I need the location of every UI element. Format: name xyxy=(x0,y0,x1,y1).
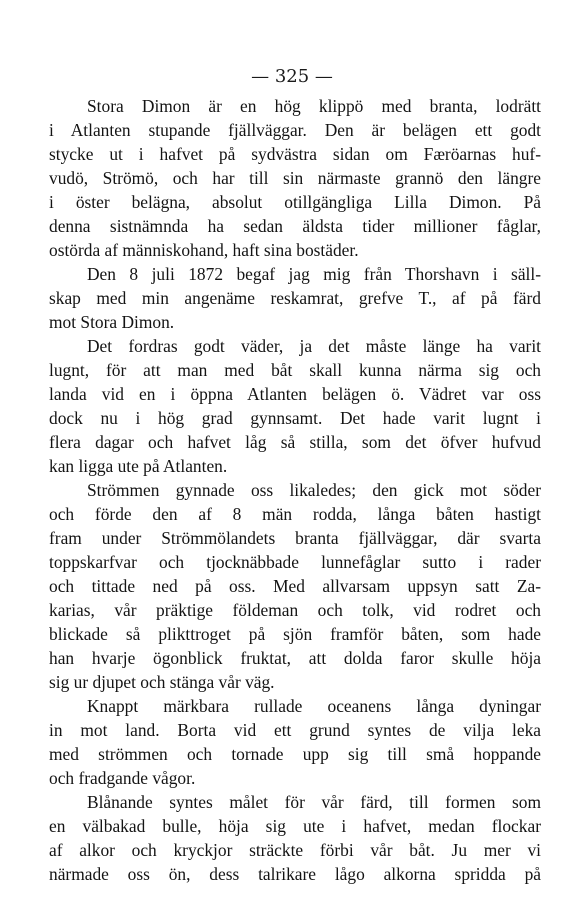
paragraph-3 xyxy=(49,334,541,478)
text-line: blickade så plikttroget på sjön framför båten, som hade xyxy=(49,624,541,644)
text-line: och förde den af 8 män rodda, långa båten hastigt xyxy=(49,504,541,524)
text-line: närmade oss ön, dess talrikare lågo alkorna spridda på xyxy=(49,864,541,884)
text-line: denna sistnämnda ha sedan äldsta tider millioner fåglar, xyxy=(49,216,541,236)
text-line: in mot land. Borta vid ett grund syntes de vilja leka xyxy=(49,720,541,740)
text-line: dock nu i hög grad gynnsamt. Det hade varit lugnt i xyxy=(49,408,541,428)
paragraph-6 xyxy=(49,790,541,886)
text-line: lugnt, för att man med båt skall kunna närma sig och xyxy=(49,360,541,380)
text-line: Strömmen gynnade oss likaledes; den gick mot söder xyxy=(87,480,541,500)
page-number: — 325 — xyxy=(251,66,333,87)
text-line: Stora Dimon är en hög klippö med branta, lodrätt xyxy=(87,96,541,116)
text-line: mot Stora Dimon. xyxy=(49,312,175,332)
body-text xyxy=(49,94,541,886)
paragraph-2 xyxy=(49,262,541,334)
text-line: ostörda af människohand, haft sina bostäder. xyxy=(49,240,359,260)
text-line: stycke ut i hafvet på sydvästra sidan om Færöarnas huf- xyxy=(49,144,541,164)
text-line: med strömmen och tornade upp sig till små hoppande xyxy=(49,744,541,764)
paragraph-5 xyxy=(49,694,541,790)
text-line: i öster belägna, absolut otillgängliga Lilla Dimon. På xyxy=(49,192,541,212)
text-line: sig ur djupet och stänga vår väg. xyxy=(49,672,275,692)
text-line: han hvarje ögonblick fruktat, att dolda faror skulle höja xyxy=(49,648,541,668)
text-line: fram under Strömmölandets branta fjällväggar, där svarta xyxy=(49,528,541,548)
text-line: landa vid en i öppna Atlanten belägen ö. Vädret var oss xyxy=(49,384,541,404)
text-line: vudö, Strömö, och har till sin närmaste grannö den längre xyxy=(49,168,541,188)
text-line: karias, vår präktige földeman och tolk, vid rodret och xyxy=(49,600,541,620)
text-line: skap med min angenäme reskamrat, grefve T., af på färd xyxy=(49,288,541,308)
text-line: Knappt märkbara rullade oceanens långa dyningar xyxy=(87,696,541,716)
text-line: och tittade ned på oss. Med allvarsam uppsyn satt Za- xyxy=(49,576,541,596)
paragraph-4 xyxy=(49,478,541,694)
text-line: en välbakad bulle, höja sig ute i hafvet, medan flockar xyxy=(49,816,541,836)
text-line: flera dagar och hafvet låg så stilla, som det öfver hufvud xyxy=(49,432,541,452)
text-line: Den 8 juli 1872 begaf jag mig från Thorshavn i säll- xyxy=(87,264,541,284)
text-line: Det fordras godt väder, ja det måste länge ha varit xyxy=(87,336,541,356)
text-line: kan ligga ute på Atlanten. xyxy=(49,456,228,476)
text-line: i Atlanten stupande fjällväggar. Den är belägen ett godt xyxy=(49,120,541,140)
paragraph-1 xyxy=(49,94,541,262)
text-line: Blånande syntes målet för vår färd, till formen som xyxy=(87,792,541,812)
text-line: och fradgande vågor. xyxy=(49,768,196,788)
text-line: toppskarfvar och tjocknäbbade lunnefåglar sutto i rader xyxy=(49,552,541,572)
text-line: af alkor och kryckjor sträckte förbi vår båt. Ju mer vi xyxy=(49,840,541,860)
